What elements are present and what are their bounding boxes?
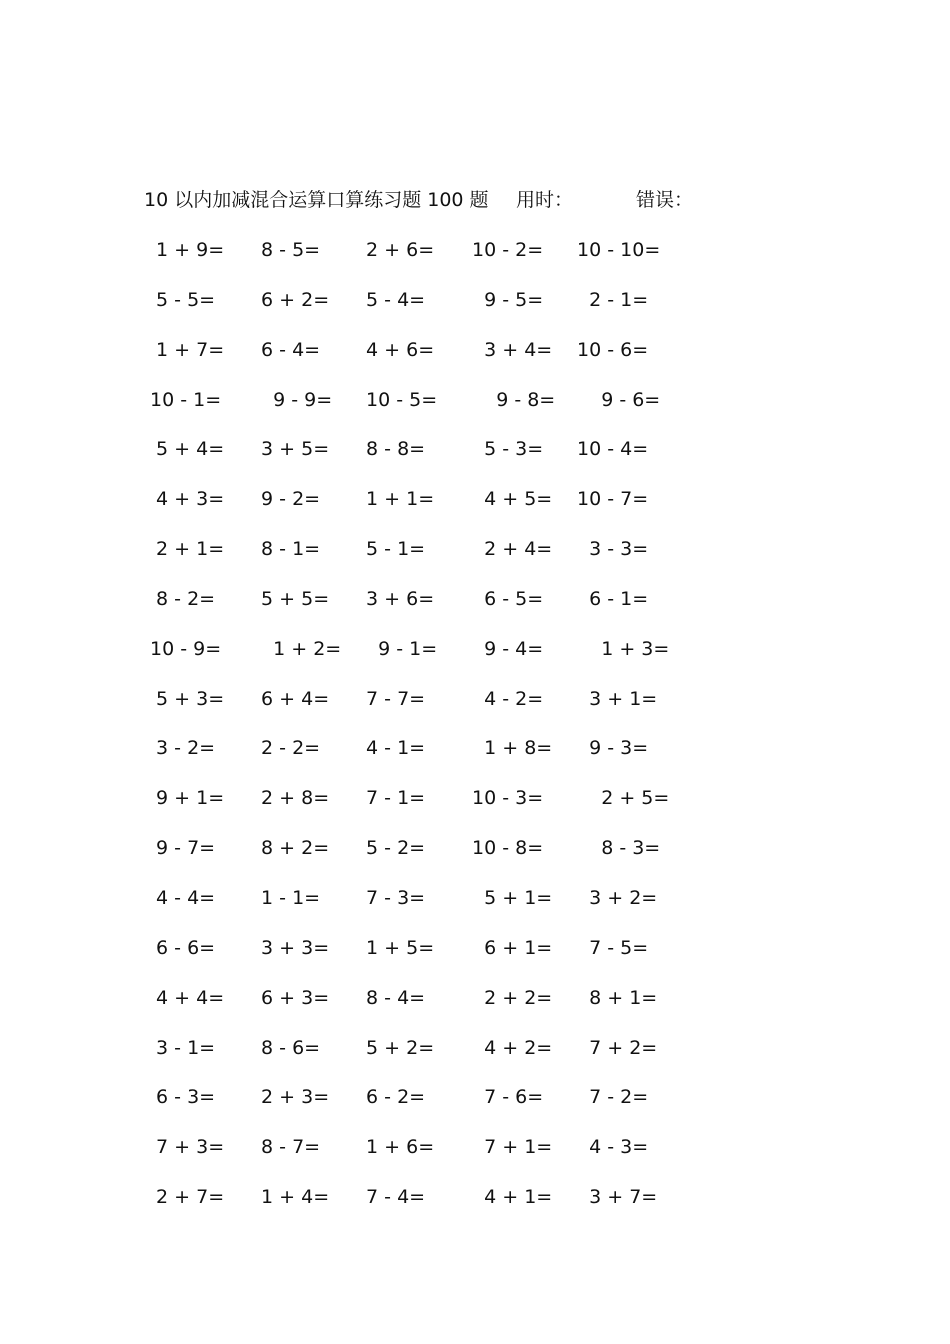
problem-row — [150, 581, 690, 631]
math-problem: 4 - 4= — [150, 886, 216, 909]
math-problem: 2 + 6= — [360, 239, 435, 261]
math-problem: 6 - 6= — [150, 936, 216, 959]
math-problem: 3 + 3= — [255, 936, 330, 959]
math-problem: 5 - 3= — [466, 438, 544, 461]
math-problem: 10 - 7= — [571, 488, 649, 511]
math-problem: 1 + 4= — [255, 1186, 330, 1209]
math-problem: 5 - 1= — [360, 538, 426, 561]
problem-row — [150, 1129, 690, 1179]
math-problem: 1 - 1= — [255, 886, 321, 909]
math-problem: 3 - 3= — [571, 538, 649, 561]
math-problem: 7 - 5= — [571, 936, 649, 959]
math-problem: 9 - 7= — [150, 837, 216, 860]
math-problem: 7 - 2= — [571, 1086, 649, 1109]
math-problem: 6 + 1= — [466, 936, 553, 959]
math-problem: 7 - 1= — [360, 787, 426, 810]
problem-row — [150, 930, 690, 980]
math-problem: 6 - 3= — [150, 1086, 216, 1109]
math-problem: 10 - 4= — [571, 438, 649, 461]
math-problem: 2 + 4= — [466, 538, 553, 561]
math-problem: 3 + 5= — [255, 438, 330, 461]
math-problem: 9 - 3= — [571, 737, 649, 760]
math-problem: 2 - 1= — [571, 288, 649, 311]
problem-row — [150, 431, 690, 481]
problem-row — [150, 880, 690, 930]
math-problem: 10 - 1= — [150, 388, 222, 411]
worksheet-title: 10 以内加减混合运算口算练习题 100 题 — [144, 189, 489, 211]
math-problem: 3 + 7= — [571, 1186, 658, 1209]
math-problem: 5 + 2= — [360, 1036, 435, 1059]
problem-row — [150, 631, 690, 681]
math-problem: 7 - 7= — [360, 687, 426, 710]
math-problem: 6 - 1= — [571, 587, 649, 610]
math-problem: 1 + 3= — [571, 637, 670, 660]
math-problem: 1 + 1= — [360, 488, 435, 511]
math-problem: 3 + 6= — [360, 587, 435, 610]
math-problem: 8 - 5= — [255, 239, 321, 261]
time-used-label: 用时： — [516, 189, 574, 211]
math-problem: 8 - 1= — [255, 538, 321, 561]
math-problem: 6 + 3= — [255, 986, 330, 1009]
math-problem: 2 + 1= — [150, 538, 225, 561]
math-problem: 3 - 2= — [150, 737, 216, 760]
math-problem: 4 + 3= — [150, 488, 225, 511]
problem-row — [150, 531, 690, 581]
math-problem: 10 - 3= — [466, 787, 544, 810]
math-problem: 5 + 5= — [255, 587, 330, 610]
math-problem: 9 - 5= — [466, 288, 544, 311]
math-problem: 4 + 1= — [466, 1186, 553, 1209]
math-problem: 5 + 1= — [466, 886, 553, 909]
math-problem: 8 - 3= — [571, 837, 661, 860]
math-problem: 4 - 3= — [571, 1136, 649, 1159]
math-problem: 4 - 2= — [466, 687, 544, 710]
math-problem: 10 - 10= — [571, 239, 661, 261]
math-problem: 4 + 4= — [150, 986, 225, 1009]
math-problem: 5 + 4= — [150, 438, 225, 461]
math-problem: 6 - 5= — [466, 587, 544, 610]
math-problem: 8 + 2= — [255, 837, 330, 860]
math-problem: 6 + 4= — [255, 687, 330, 710]
math-problem: 8 - 7= — [255, 1136, 321, 1159]
problem-row — [150, 1079, 690, 1129]
math-problem: 6 + 2= — [255, 288, 330, 311]
math-problem: 5 - 4= — [360, 288, 426, 311]
math-problem: 9 - 8= — [466, 388, 556, 411]
math-problem: 10 - 8= — [466, 837, 544, 860]
math-problem: 9 - 1= — [360, 637, 438, 660]
math-problem: 9 - 9= — [255, 388, 333, 411]
math-problem: 2 - 2= — [255, 737, 321, 760]
math-problem: 9 - 2= — [255, 488, 321, 511]
problem-row — [150, 481, 690, 531]
math-problem: 1 + 5= — [360, 936, 435, 959]
math-problem: 2 + 5= — [571, 787, 670, 810]
problem-row — [150, 980, 690, 1030]
math-problem: 4 + 6= — [360, 338, 435, 361]
math-problem: 9 + 1= — [150, 787, 225, 810]
math-problem: 3 + 2= — [571, 886, 658, 909]
math-problem: 2 + 3= — [255, 1086, 330, 1109]
math-problem: 6 - 2= — [360, 1086, 426, 1109]
math-problem: 10 - 6= — [571, 338, 649, 361]
errors-label: 错误： — [636, 189, 694, 211]
problem-row — [150, 382, 690, 432]
math-problem: 10 - 9= — [150, 637, 222, 660]
math-problem: 2 + 2= — [466, 986, 553, 1009]
math-problem: 8 - 6= — [255, 1036, 321, 1059]
math-problem: 3 + 1= — [571, 687, 658, 710]
problem-row — [150, 681, 690, 731]
math-problem: 10 - 5= — [360, 388, 438, 411]
math-problem: 4 + 2= — [466, 1036, 553, 1059]
math-problem: 8 - 8= — [360, 438, 426, 461]
problem-row — [150, 730, 690, 780]
math-problem: 7 - 6= — [466, 1086, 544, 1109]
math-problem: 6 - 4= — [255, 338, 321, 361]
problem-row — [150, 780, 690, 830]
math-problem: 7 + 2= — [571, 1036, 658, 1059]
math-problem: 1 + 7= — [150, 338, 225, 361]
math-problem: 2 + 8= — [255, 787, 330, 810]
math-problem: 9 - 6= — [571, 388, 661, 411]
math-problem: 10 - 2= — [466, 239, 544, 261]
math-problem: 1 + 2= — [255, 637, 342, 660]
math-problem: 2 + 7= — [150, 1186, 225, 1209]
math-problem: 8 - 4= — [360, 986, 426, 1009]
math-problem: 1 + 9= — [150, 239, 225, 261]
math-problem: 5 + 3= — [150, 687, 225, 710]
math-problem: 7 - 3= — [360, 886, 426, 909]
math-problem: 7 + 1= — [466, 1136, 553, 1159]
math-problem: 4 + 5= — [466, 488, 553, 511]
math-problem: 3 + 4= — [466, 338, 553, 361]
math-problem: 3 - 1= — [150, 1036, 216, 1059]
math-problem: 1 + 6= — [360, 1136, 435, 1159]
problem-row — [150, 1179, 690, 1229]
problem-grid — [150, 232, 690, 1229]
math-problem: 7 + 3= — [150, 1136, 225, 1159]
math-problem: 8 + 1= — [571, 986, 658, 1009]
math-problem: 1 + 8= — [466, 737, 553, 760]
problem-row — [150, 830, 690, 880]
problem-row — [150, 332, 690, 382]
math-problem: 5 - 2= — [360, 837, 426, 860]
math-problem: 5 - 5= — [150, 288, 216, 311]
math-problem: 8 - 2= — [150, 587, 216, 610]
problem-row — [150, 232, 690, 282]
math-problem: 9 - 4= — [466, 637, 544, 660]
problem-row — [150, 1030, 690, 1080]
math-problem: 4 - 1= — [360, 737, 426, 760]
math-problem: 7 - 4= — [360, 1186, 426, 1209]
problem-row — [150, 282, 690, 332]
